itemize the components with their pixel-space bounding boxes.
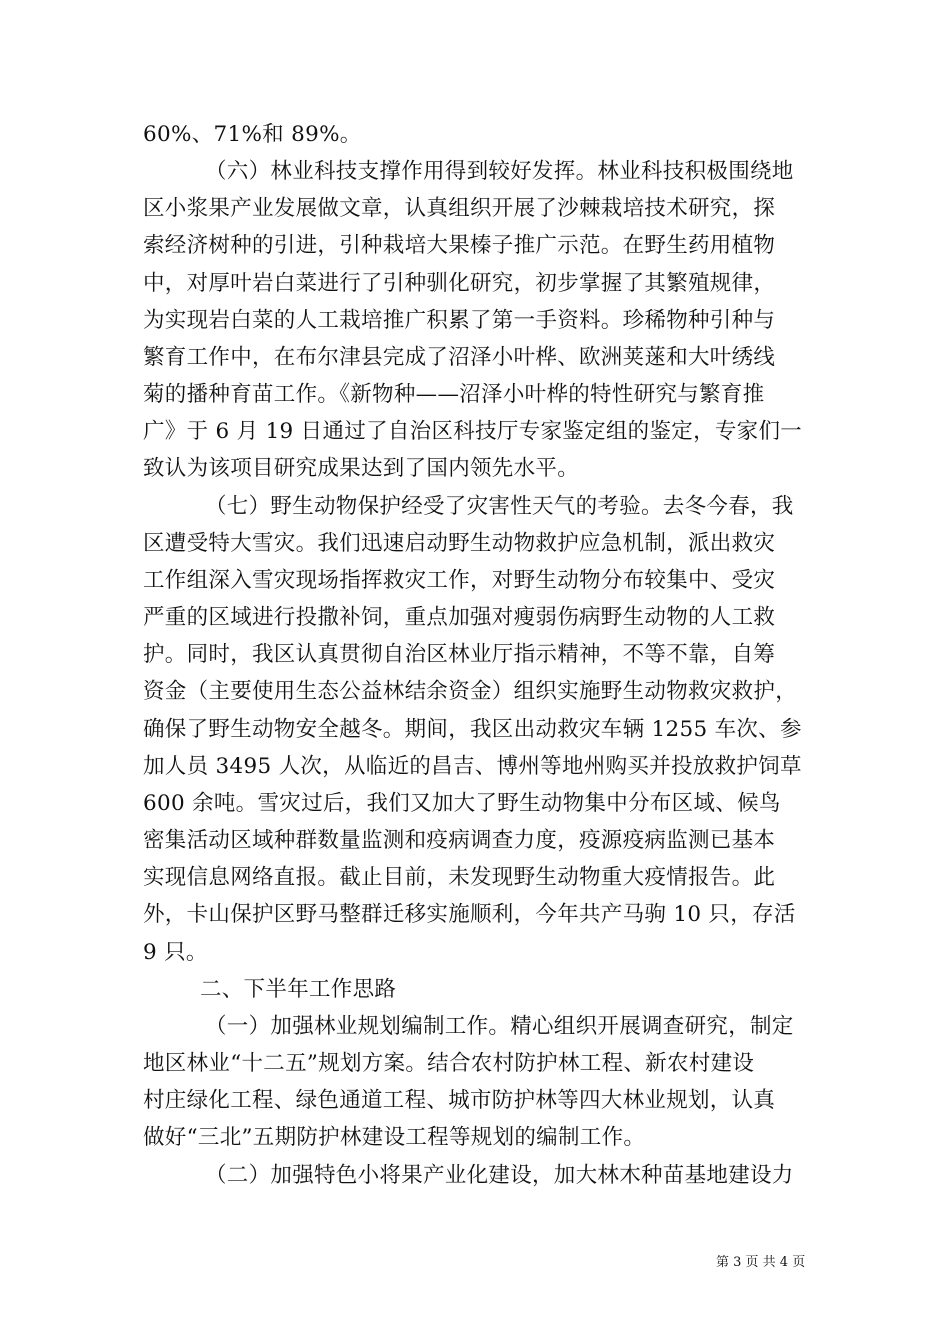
text-line: 菊的播种育苗工作。《新物种——沼泽小叶桦的特性研究与繁育推 [143,382,765,407]
text-line: 区小浆果产业发展做文章，认真组织开展了沙棘栽培技术研究，探 [143,196,776,221]
text-line: 区遭受特大雪灾。我们迅速启动野生动物救护应急机制，派出救灾 [143,531,776,556]
text-line: 地区林业“十二五”规划方案。结合农村防护林工程、新农村建设 [143,1051,755,1076]
text-line: 村庄绿化工程、绿色通道工程、城市防护林等四大林业规划，认真 [143,1088,776,1113]
text-line: 繁育工作中，在布尔津县完成了沼泽小叶桦、欧洲荚蒾和大叶绣线 [143,345,776,370]
text-line: 护。同时，我区认真贯彻自治区林业厅指示精神，不等不靠，自筹 [143,642,776,667]
text-line: 资金（主要使用生态公益林结余资金）组织实施野生动物救灾救护， [143,679,798,704]
text-line: 做好“三北”五期防护林建设工程等规划的编制工作。 [143,1125,646,1150]
text-line: 中，对厚叶岩白菜进行了引种驯化研究，初步掌握了其繁殖规律， [143,271,776,296]
text-line: 外，卡山保护区野马整群迁移实施顺利，今年共产马驹 10 只，存活 [143,902,796,927]
paragraph-start: （七）野生动物保护经受了灾害性天气的考验。去冬今春，我 [205,494,794,519]
text-line: 为实现岩白菜的人工栽培推广积累了第一手资料。珍稀物种引种与 [143,308,776,333]
text-line: 广》于 6 月 19 日通过了自治区科技厅专家鉴定组的鉴定，专家们一 [143,419,803,444]
text-line: 严重的区域进行投撒补饲，重点加强对瘦弱伤病野生动物的人工救 [143,605,776,630]
paragraph-start: （二）加强特色小将果产业化建设，加大林木种苗基地建设力 [205,1163,794,1188]
text-line: 60%、71%和 89%。 [143,122,362,147]
paragraph-start: （六）林业科技支撑作用得到较好发挥。林业科技积极围绕地 [205,159,794,184]
text-line: 9 只。 [143,940,208,965]
text-line: 密集活动区域种群数量监测和疫病调查力度，疫源疫病监测已基本 [143,828,776,853]
text-line: 确保了野生动物安全越冬。期间，我区出动救灾车辆 1255 车次、参 [143,717,802,742]
text-line: 实现信息网络直报。截止目前，未发现野生动物重大疫情报告。此 [143,865,776,890]
text-line: 索经济树种的引进，引种栽培大果榛子推广示范。在野生药用植物 [143,233,776,258]
text-line: 600 余吨。雪灾过后，我们又加大了野生动物集中分布区域、候鸟 [143,791,781,816]
paragraph-start: （一）加强林业规划编制工作。精心组织开展调查研究，制定 [205,1014,794,1039]
page-number: 第 3 页 共 4 页 [716,1255,806,1270]
text-line: 加人员 3495 人次，从临近的昌吉、博州等地州购买并投放救护饲草 [143,754,802,779]
text-line: 工作组深入雪灾现场指挥救灾工作，对野生动物分布较集中、受灾 [143,568,776,593]
section-heading: 二、下半年工作思路 [200,977,397,1002]
text-line: 致认为该项目研究成果达到了国内领先水平。 [143,456,580,481]
